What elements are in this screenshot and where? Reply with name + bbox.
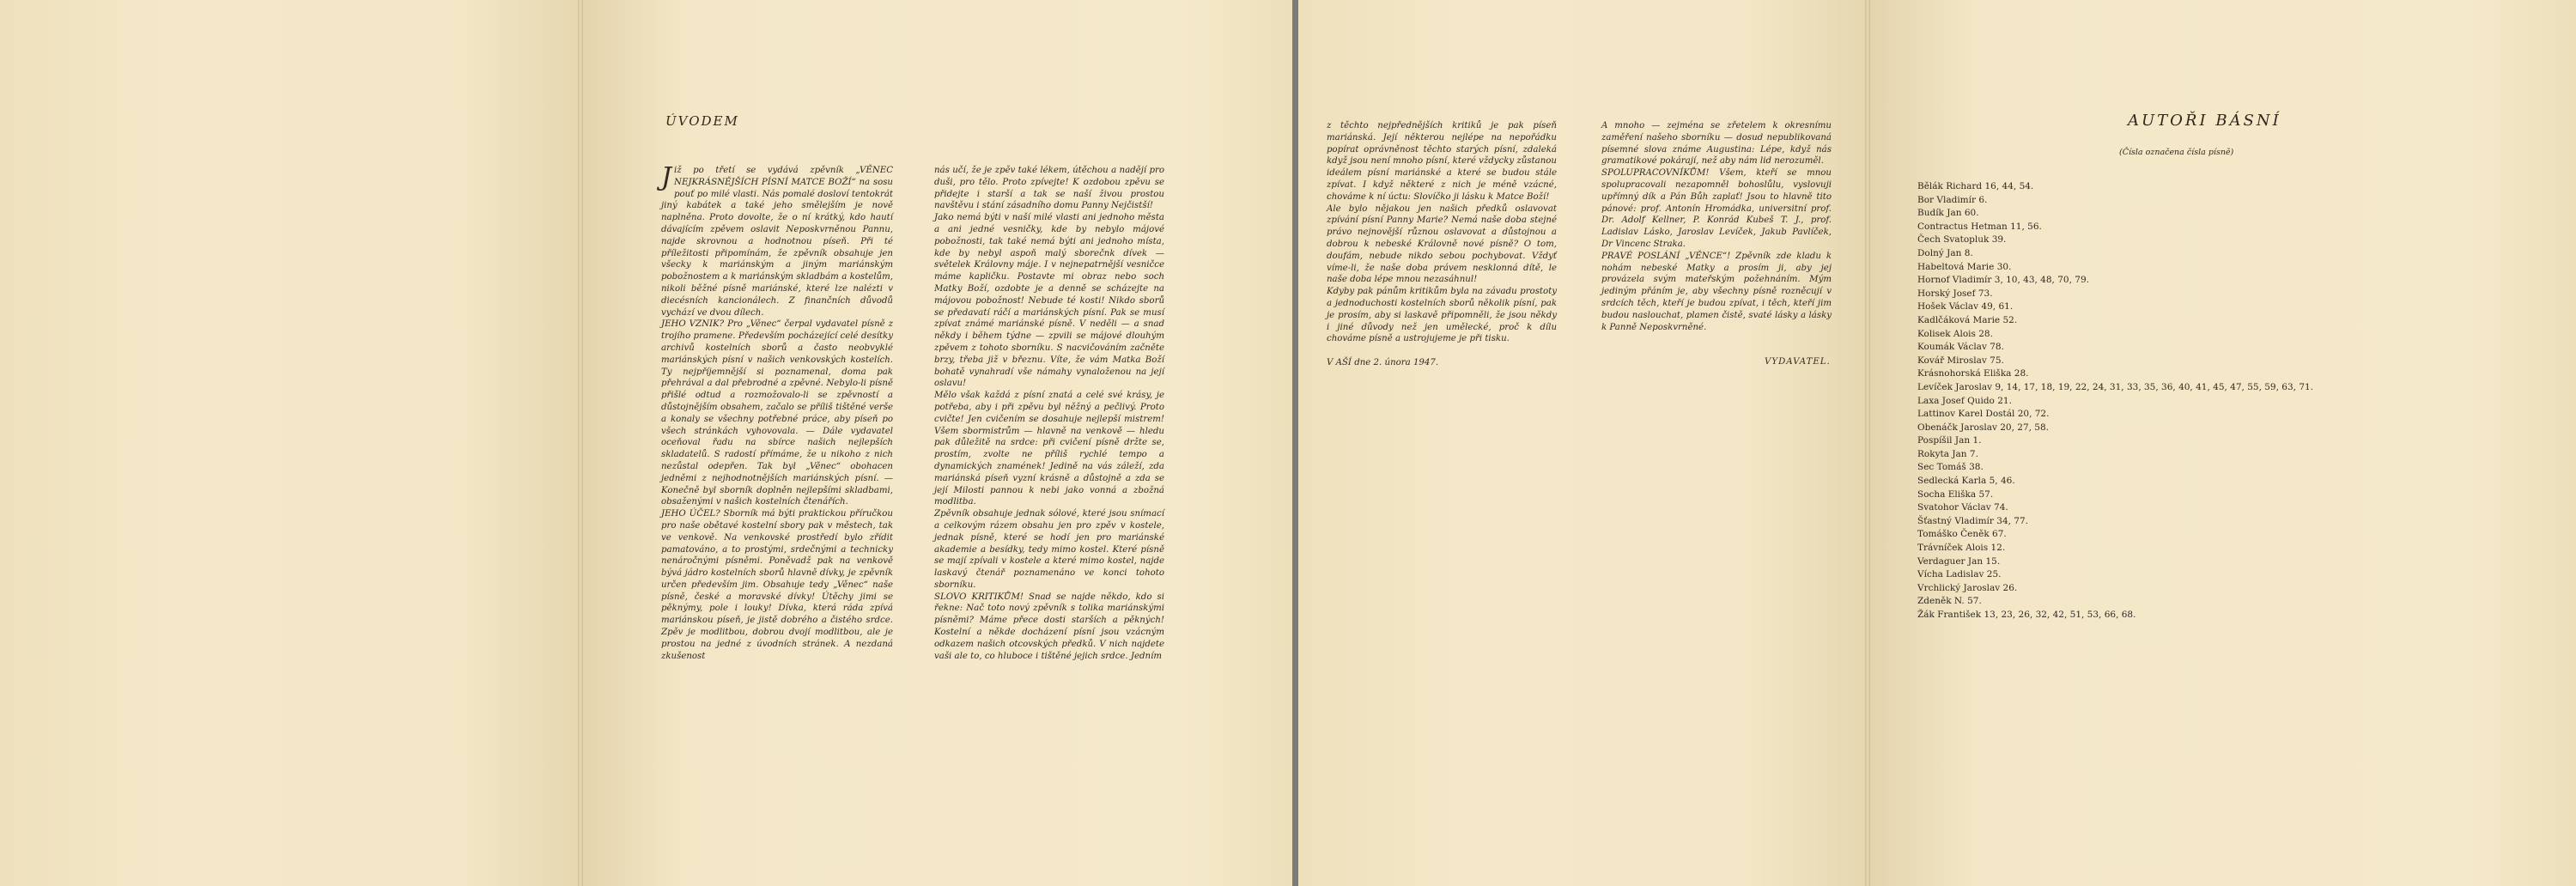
intro-text: iž po třetí se vydává zpěvník „VĚNEC NEJKRÁSNĚJŠÍCH PÍSNÍ MATCE BOŽÍ“ na sosu pouť po milé vlasti. Nás pomalé dosloví tentokrát jiný kabátek a také jeho smělejším je nově naplněna. Proto dovolte, že o ní krátký, kdo hautí dávajícím zpěvem oslavit Neposkvrněnou Pannu, najde skrovnou a hodnotnou píseň. Při té příležitosti připomínám, že zpěvník obsahuje jen všecky k mariánským a jiným mariánským pobožnostem a k mariánským skladbám a kostelům, nikoli běžné písně mariánské, které lze nalézti v diecésních kancionálech. Z finančních důvodů vychází ve dvou dílech. [661, 166, 893, 318]
intro-signoff: VYDAVATEL. [1765, 357, 1831, 367]
author-entry: Vícha Ladislav 25. [1917, 569, 2002, 580]
intro-column-2 [934, 165, 1164, 662]
author-entry: Obenáčk Jaroslav 20, 27, 58. [1917, 422, 2050, 433]
intro-paragraph: A mnoho — zejména se zřetelem k okresnímu zaměření našeho sborníku — dosud nepublikovaná písemné slova známe Augustina: Lépe, když nás gramatikové pokárají, než aby nám lid nerozuměl. [1601, 121, 1832, 167]
intro-paragraph: Kdyby pak pánům kritikům byla na závadu prostoty a jednoduchosti kostelních sborů několik písní, pak je prosím, aby si laskavě připomněli, že jsou někdy i jiné důvody než jen umělecké, proč k dílu chováme písně a ustrojujeme je při tisku. [1327, 287, 1557, 344]
author-entry: Budík Jan 60. [1917, 208, 1979, 219]
author-entry: Vrchlický Jaroslav 26. [1917, 582, 2018, 593]
author-entry: Pospíšil Jan 1. [1917, 435, 1982, 446]
intro-paragraph: SLOVO KRITIKŮM! Snad se najde někdo, kdo si řekne: Nač toto nový zpěvník s tolika mariánskými písněmi? Máme přece dosti starších a pěkných! Kostelní a někde docházení písní jsou vzácným odkazem našich otcovských předků. V nich najdete vaši ale to, co hluboce i tištěné jejich srdce. Jedním [934, 592, 1164, 661]
intro-dropcap: J [661, 162, 672, 192]
author-entry: Zdeněk N. 57. [1917, 596, 1982, 607]
author-entry: Hošek Václav 49, 61. [1917, 301, 2014, 313]
intro-paragraph: PRAVÉ POSLÁNÍ „VĚNCE“! Zpěvník zde kladu k nohám nebeské Matky a prosím ji, aby jej provázela svým mateřským požehnáním. Mým jediným přáním je, aby všechny písně rozněcují v srdcích těch, kteří je budou zpívat, i těch, kteří jim budou naslouchat, plamen čistě, svaté lásky a lásky k Panně Neposkvrněné. [1601, 251, 1832, 332]
author-entry: Bělák Richard 16, 44, 54. [1917, 181, 2034, 191]
author-entry: Laxa Josef Quido 21. [1917, 395, 2012, 406]
author-entry: Žák František 13, 23, 26, 32, 42, 51, 53, 66, 68. [1917, 610, 2136, 620]
intro-paragraph: Jako nemá býti v naší milé vlasti ani jednoho města a ani jedné vesničky, kde by nebylo májové pobožnosti, tak také nemá býti ani jednoho místa, kde by nebyl aspoň malý sborečnk dívek — světelek Královny máje. I v nejnepatrnější vesničce máme kapličku. Postavte mi obraz nebo soch Matky Boží, ozdobte je a denně se scházejte na májovou pobožnost! Nebude té kosti! Nikdo sborů se předavatí ráčí a mariánských písní. Pak se musí zpívat známé mariánské písně. V neděli — a snad někdy i během týdne — zpvili se májové dlouhým zpěvem z tohoto sborníku. S nacvičováním začněte brzy, třeba již v březnu. Víte, že vám Matka Boží bohatě vynahradí vše námahy vynaloženou na její oslavu! [934, 213, 1164, 389]
intro-paragraph [661, 162, 893, 319]
intro-paragraph: JEHO VZNIK? Pro „Věnec“ čerpal vydavatel písně z trojího pramene. Především pocházející celé desítky archivů kostelních sborů a často neobvyklé mariánských písní v našich venkovských kostelích. Ty nejpříjemnější si poznamenal, doma pak přehrával a dal přebrodné a zpěvné. Nebylo-li písně přišlé odtud a rozmožovalo-li se zpěvností a důstojnějším obsahem, začalo se příliš tištěné verše a konaly se všechny potřebné práce, aby píseň po všech stránkách vyhovovala. — Dále vydavatel oceňoval řadu na sbírce našich nejlepších skladatelů. S radostí přímáme, že u nikoho z nich nezůstal odepřen. Tak byl „Věnec“ obohacen jedněmi z nejhodnotnějších mariánských písní. — Konečně byl sborník doplněn nejlepšími skladbami, obsaženými v našich kostelních čtenářích. [661, 319, 893, 507]
author-entry: Levíček Jaroslav 9, 14, 17, 18, 19, 22, 24, 31, 33, 35, 36, 40, 41, 45, 47, 55, 59, 63, 71. [1917, 381, 2314, 392]
author-entry: Svatohor Václav 74. [1917, 502, 2008, 513]
intro-column-3 [1327, 120, 1557, 369]
page-blank-left [0, 0, 578, 886]
authors-heading: AUTOŘI BÁSNÍ [2128, 112, 2281, 130]
intro-paragraph: nás učí, že je zpěv také lékem, útěchou a nadějí pro duši, pro tělo. Proto zpívejte! K ozdobou zpěvu se přidejte i starší a tak se naší živou prostou navštěvu i stání zásadního domu Panny Nejčistší! [934, 166, 1164, 211]
author-entry: Sec Tomáš 38. [1917, 462, 1984, 473]
author-entry: Habeltová Marie 30. [1917, 261, 2012, 272]
author-entry: Trávníček Alois 12. [1917, 543, 2006, 554]
author-entry: Krásnohorská Eliška 28. [1917, 368, 2029, 379]
intro-paragraph: Zpěvník obsahuje jednak sólové, které jsou snímací a celkovým rázem obsahu jen pro zpěv v kostele, jednak písně, které se hodí jen pro mariánské akademie a besídky, tedy mimo kostel. Které písně se mají zpívali v kostele a které mimo kostel, najde laskavý čtenář poznamenáno ve konci tohoto sborníku. [934, 509, 1164, 590]
author-entry: Rokyta Jan 7. [1917, 448, 1978, 459]
intro-paragraph: Mělo však každá z písní znatá a celé své krásy, je potřeba, aby i při zpěvu byl něžný a pečlivý. Proto cvičte! Jen cvičením se dosahuje nejlepší mistrem! Všem sbormistrům — hlavně na venkově — hledu pak důležitě na srdce: při cvičení písně držte se, prostím, zvolte ne příliš rychlé tempo a dynamických znamének! Jedině na vás záleží, zda mariánská píseň vyzní krásně a důstojně a zda se její Milosti pannou k nebi jako vonná a zbožná modlitba. [934, 391, 1164, 507]
author-entry: Šťastný Vladimír 34, 77. [1917, 515, 2028, 526]
author-entry: Verdaguer Jan 15. [1917, 555, 2001, 567]
author-entry: Bor Vladimír 6. [1917, 194, 1988, 205]
authors-list [1917, 180, 2313, 622]
author-entry: Kolisek Alois 28. [1917, 328, 1993, 339]
author-entry: Lattinov Karel Dostál 20, 72. [1917, 409, 2050, 420]
intro-paragraph: z těchto nejpřednějších kritiků je pak píseň mariánská. Její některou nejlépe na nepořádku popírat oprávněnost těchto starých písní, zdaleká když jsou není mnoho písní, které vždycky zůstanou ideálem písní mariánské a které se budou stále zpívat. I když některé z nich je méně vzácné, chováme k ní úctu: Slovíčko ji lásku k Matce Boží! [1327, 121, 1557, 202]
intro-column-4 [1601, 120, 1832, 333]
intro-paragraph: JEHO ÚČEL? Sborník má býti praktickou příručkou pro naše obětavé kostelní sbory pak v městech, tak ve venkově. Na venkovské prostředí bylo zřídit pamatováno, a to prostými, srdečnými a technicky nenáročnými písněmi. Poněvadž pak na venkově bývá jádro kostelních sborů hlavně dívky, je zpěvník určen především jim. Obsahuje tedy „Věnec“ naše písně, české a moravské dívky! Útěchy jimi se pěknýmy, pole i louky! Dívka, která ráda zpívá mariánskou píseň, je jistě dobrého a čistého srdce. Zpěv je modlitbou, dobrou dvojí modlitbou, ale je prostou na jedné z úvodních stránek. A nezdaná zkušenost [661, 509, 893, 661]
author-entry: Kadlčáková Marie 52. [1917, 314, 2018, 325]
intro-heading: ÚVODEM [665, 113, 739, 129]
author-entry: Tomáško Čeněk 67. [1917, 529, 2007, 540]
author-entry: Čech Svatopluk 39. [1917, 234, 2007, 246]
intro-paragraph: Ale bylo nějakou jen našich předků oslavovat zpívání písní Panny Marie? Nemá naše doba stejné právo nejnovější různou oslavovat a důstojnou a dobrou k nebeské Královně nové písně? O tom, doufám, nebude nikdo sebou pochybovat. Vždyť víme-li, že naše doba právem nesklonná dítě, le naše doba lépe mnou nezasáhnul! [1327, 203, 1557, 285]
author-entry: Hornof Vladimír 3, 10, 43, 48, 70, 79. [1917, 275, 2089, 286]
intro-paragraph: SPOLUPRACOVNÍKŮM! Všem, kteří se mnou spolupracovali nezapomněl bohoslůlu, vyslovuji upřímný dík a Pán Bůh zaplať! Jsou to hlavně tito pánové: prof. Antonín Hromádka, universitní prof. Dr. Adolf Kellner, P. Konrád Kubeš T. J., prof. Ladislav Lásko, Jaroslav Levíček, Jakub Pavlíček, Dr Vincenc Straka. [1601, 168, 1832, 249]
author-entry: Sedlecká Karla 5, 46. [1917, 476, 2015, 487]
intro-date: V AŠÍ dne 2. února 1947. [1327, 358, 1439, 368]
author-entry: Horský Josef 73. [1917, 288, 1993, 299]
authors-note: (Čísla označena čísla písně) [2119, 148, 2234, 157]
author-entry: Contractus Hetman 11, 56. [1917, 221, 2042, 232]
author-entry: Kovář Miroslav 75. [1917, 355, 2004, 366]
intro-column-1 [661, 162, 893, 662]
author-entry: Koumák Václav 78. [1917, 342, 2004, 353]
author-entry: Dolný Jan 8. [1917, 247, 1973, 258]
author-entry: Socha Eliška 57. [1917, 489, 1994, 500]
